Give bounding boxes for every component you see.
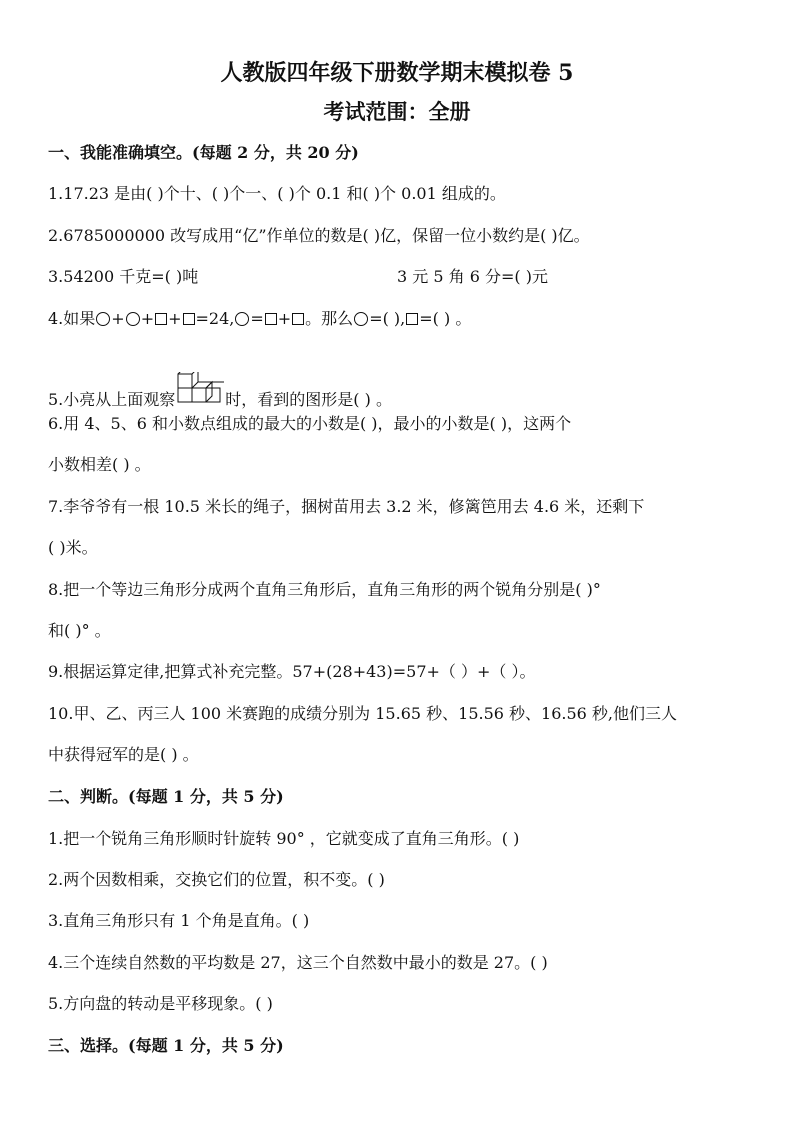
square-symbol	[155, 313, 167, 325]
judge-item-5: 5.方向盘的转动是平移现象。( )	[48, 994, 273, 1013]
judge-item-3: 3.直角三角形只有 1 个角是直角。( )	[48, 911, 310, 930]
circle-symbol	[235, 312, 249, 326]
question-4-equation-1: =24,	[195, 309, 235, 328]
question-2: 2.6785000000 改写成用“亿”作单位的数是( )亿，保留一位小数约是( )亿。	[48, 226, 590, 245]
question-4-blank-1: =( ),	[369, 309, 406, 328]
question-5-after: 时，看到的图形是( ) 。	[225, 390, 392, 409]
question-7b: ( )米。	[48, 538, 98, 557]
question-10b: 中获得冠军的是( ) 。	[48, 745, 199, 764]
circle-symbol	[96, 312, 110, 326]
question-4: 4.如果 + + + =24, = + 。那么 =( ), =( ) 。	[48, 309, 472, 328]
question-8b: 和( )° 。	[48, 621, 111, 640]
section-1-heading: 一、我能准确填空。(每题 2 分，共 20 分)	[48, 143, 359, 162]
section-2-heading: 二、判断。(每题 1 分，共 5 分)	[48, 787, 284, 806]
judge-item-4: 4.三个连续自然数的平均数是 27，这三个自然数中最小的数是 27。( )	[48, 953, 548, 972]
section-3-heading: 三、选择。(每题 1 分，共 5 分)	[48, 1036, 284, 1055]
question-7a: 7.李爷爷有一根 10.5 米长的绳子，捆树苗用去 3.2 米，修篱笆用去 4.6 米，还剩下	[48, 497, 645, 516]
question-3b: 3 元 5 角 6 分=( )元	[397, 267, 548, 286]
question-3a: 3.54200 千克=( )吨	[48, 267, 199, 286]
square-symbol	[292, 313, 304, 325]
question-4-equation-2: 。那么	[305, 309, 354, 328]
cube-stack-figure	[176, 372, 224, 412]
question-8a: 8.把一个等边三角形分成两个直角三角形后，直角三角形的两个锐角分别是( )°	[48, 580, 601, 599]
question-4-prefix: 4.如果	[48, 309, 96, 328]
circle-symbol	[354, 312, 368, 326]
question-9: 9.根据运算定律,把算式补充完整。57+(28+43)=57+（ ）+（ ）。	[48, 662, 536, 681]
document-subtitle: 考试范围：全册	[323, 99, 471, 124]
judge-item-1: 1.把一个锐角三角形顺时针旋转 90° ，它就变成了直角三角形。( )	[48, 829, 520, 848]
circle-symbol	[126, 312, 140, 326]
question-4-blank-2: =( ) 。	[419, 309, 472, 328]
question-10a: 10.甲、乙、丙三人 100 米赛跑的成绩分别为 15.65 秒、15.56 秒、16.56 秒,他们三人	[48, 704, 678, 723]
question-6b: 小数相差( ) 。	[48, 455, 151, 474]
judge-item-2: 2.两个因数相乘，交换它们的位置，积不变。( )	[48, 870, 385, 889]
question-5-before: 5.小亮从上面观察	[48, 390, 176, 409]
square-symbol	[406, 313, 418, 325]
square-symbol	[265, 313, 277, 325]
question-6a: 6.用 4、5、6 和小数点组成的最大的小数是( )，最小的小数是( )，这两个	[48, 414, 572, 433]
document-title: 人教版四年级下册数学期末模拟卷 5	[220, 60, 574, 86]
square-symbol	[183, 313, 195, 325]
question-1: 1.17.23 是由( )个十、( )个一、( )个 0.1 和( )个 0.01 组成的。	[48, 184, 506, 203]
question-5	[48, 372, 392, 412]
